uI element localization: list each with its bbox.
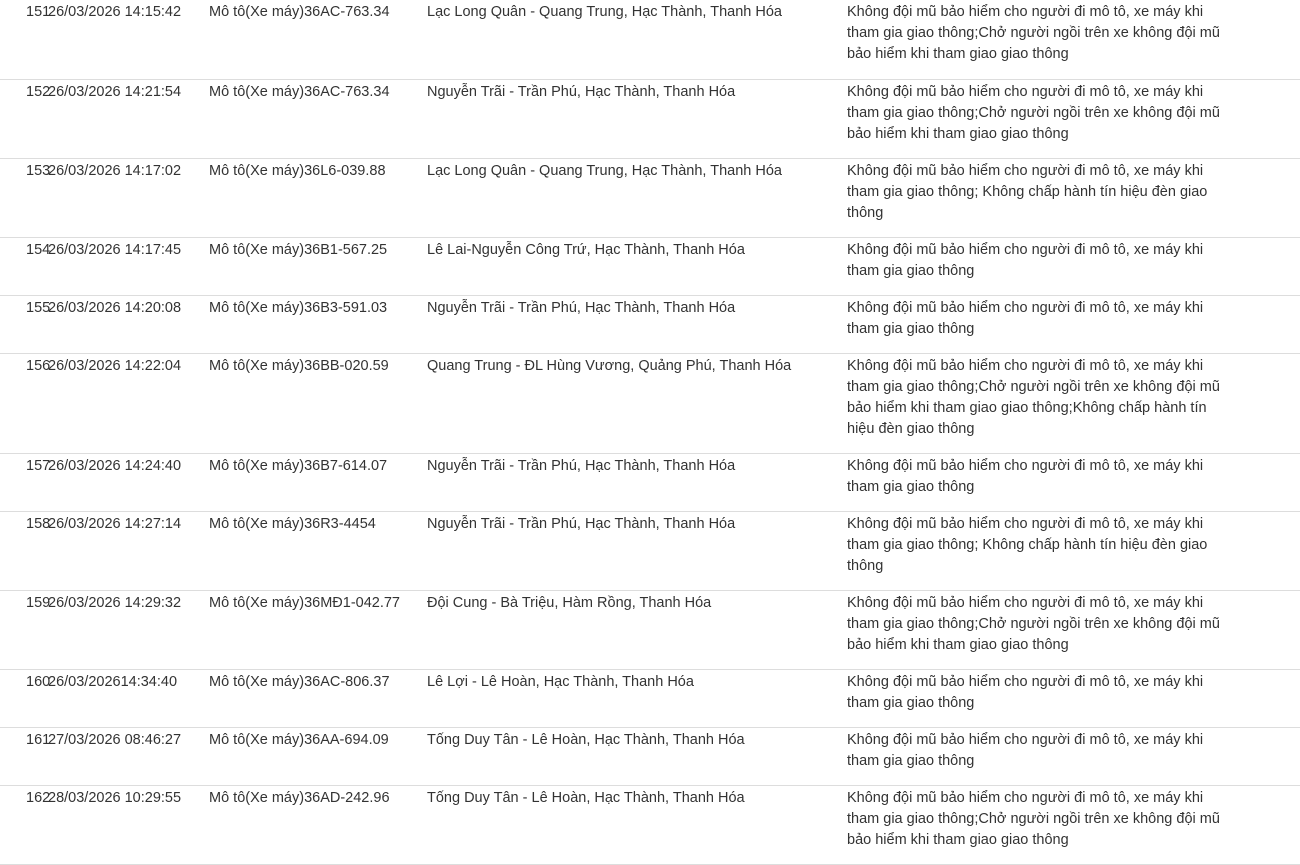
violation-line: Không đội mũ bảo hiểm cho người đi mô tô, xe máy khi (847, 4, 1204, 20)
violation-line: Không đội mũ bảo hiểm cho người đi mô tô, xe máy khi (847, 357, 1204, 374)
violation-line: tham gia giao thông;Chở người ngồi trên xe không đội mũ (847, 25, 1220, 41)
violation-description (847, 453, 1300, 511)
violation-description (847, 669, 1300, 727)
violation-line: tham gia giao thông (847, 752, 975, 769)
row-number: 151 (0, 0, 48, 79)
violation-line: tham gia giao thông (847, 694, 975, 711)
violation-description (847, 295, 1300, 353)
table-row (0, 353, 1300, 453)
row-number: 161 (0, 727, 48, 785)
violation-line: tham gia giao thông;Chở người ngồi trên xe không đội mũ (847, 615, 1220, 632)
row-number: 157 (0, 453, 48, 511)
violation-location: Đội Cung - Bà Triệu, Hàm Rồng, Thanh Hóa (427, 590, 847, 669)
table-row (0, 158, 1300, 237)
vehicle-plate: Mô tô(Xe máy)36B3-591.03 (209, 295, 427, 353)
violation-line: hiệu đèn giao thông (847, 420, 975, 437)
violation-line: bảo hiểm khi tham giao giao thông (847, 46, 1069, 62)
violation-line: tham gia giao thông;Chở người ngồi trên xe không đội mũ (847, 378, 1220, 395)
violation-location: Nguyễn Trãi - Trần Phú, Hạc Thành, Thanh Hóa (427, 511, 847, 590)
violation-time: 26/03/202614:34:40 (48, 669, 209, 727)
vehicle-plate: Mô tô(Xe máy)36AC-806.37 (209, 669, 427, 727)
violation-line: tham gia giao thông (847, 478, 975, 495)
violation-line: tham gia giao thông;Chở người ngồi trên xe không đội mũ (847, 810, 1220, 827)
vehicle-plate: Mô tô(Xe máy)36AA-694.09 (209, 727, 427, 785)
violation-time: 26/03/2026 14:29:32 (48, 590, 209, 669)
violation-line: Không đội mũ bảo hiểm cho người đi mô tô, xe máy khi (847, 162, 1204, 179)
row-number: 158 (0, 511, 48, 590)
violation-line: thông (847, 204, 884, 221)
row-number: 162 (0, 785, 48, 864)
violation-line: Không đội mũ bảo hiểm cho người đi mô tô, xe máy khi (847, 515, 1204, 532)
violation-time: 26/03/2026 14:17:45 (48, 237, 209, 295)
violation-location: Lê Lợi - Lê Hoàn, Hạc Thành, Thanh Hóa (427, 669, 847, 727)
violation-line: thông (847, 557, 884, 574)
violation-line: bảo hiểm khi tham giao giao thông;Không chấp hành tín (847, 399, 1207, 416)
table-row (0, 237, 1300, 295)
violation-line: Không đội mũ bảo hiểm cho người đi mô tô, xe máy khi (847, 83, 1204, 100)
vehicle-plate: Mô tô(Xe máy)36B7-614.07 (209, 453, 427, 511)
violation-time: 28/03/2026 10:29:55 (48, 785, 209, 864)
row-number: 152 (0, 79, 48, 158)
violation-line: tham gia giao thông; Không chấp hành tín hiệu đèn giao (847, 183, 1208, 200)
violation-line: bảo hiểm khi tham giao giao thông (847, 831, 1069, 848)
table-row (0, 590, 1300, 669)
violation-line: tham gia giao thông; Không chấp hành tín hiệu đèn giao (847, 536, 1208, 553)
violation-line: bảo hiểm khi tham giao giao thông (847, 125, 1069, 142)
table-row (0, 669, 1300, 727)
violation-description (847, 353, 1300, 453)
violation-location: Lạc Long Quân - Quang Trung, Hạc Thành, Thanh Hóa (427, 0, 847, 79)
violation-time: 26/03/2026 14:17:02 (48, 158, 209, 237)
table-row (0, 511, 1300, 590)
violation-description (847, 590, 1300, 669)
violation-description (847, 511, 1300, 590)
row-number: 159 (0, 590, 48, 669)
violation-location: Lê Lai-Nguyễn Công Trứ, Hạc Thành, Thanh Hóa (427, 237, 847, 295)
table-row (0, 727, 1300, 785)
vehicle-plate: Mô tô(Xe máy)36AD-242.96 (209, 785, 427, 864)
violation-line: tham gia giao thông (847, 320, 975, 337)
table-row (0, 453, 1300, 511)
vehicle-plate: Mô tô(Xe máy)36MĐ1-042.77 (209, 590, 427, 669)
violation-description (847, 0, 1300, 79)
violation-line: tham gia giao thông (847, 262, 975, 279)
row-number: 153 (0, 158, 48, 237)
vehicle-plate: Mô tô(Xe máy)36L6-039.88 (209, 158, 427, 237)
violation-line: tham gia giao thông;Chở người ngồi trên xe không đội mũ (847, 104, 1220, 121)
table-row (0, 0, 1300, 79)
violation-description (847, 237, 1300, 295)
vehicle-plate: Mô tô(Xe máy)36R3-4454 (209, 511, 427, 590)
violation-time: 27/03/2026 08:46:27 (48, 727, 209, 785)
violation-line: Không đội mũ bảo hiểm cho người đi mô tô, xe máy khi (847, 241, 1204, 258)
vehicle-plate: Mô tô(Xe máy)36AC-763.34 (209, 0, 427, 79)
violation-location: Quang Trung - ĐL Hùng Vương, Quảng Phú, Thanh Hóa (427, 353, 847, 453)
vehicle-plate: Mô tô(Xe máy)36BB-020.59 (209, 353, 427, 453)
violation-time: 26/03/2026 14:15:42 (48, 0, 209, 79)
violation-description (847, 158, 1300, 237)
violation-time: 26/03/2026 14:24:40 (48, 453, 209, 511)
violation-time: 26/03/2026 14:22:04 (48, 353, 209, 453)
violation-location: Tống Duy Tân - Lê Hoàn, Hạc Thành, Thanh Hóa (427, 727, 847, 785)
row-number: 155 (0, 295, 48, 353)
violation-time: 26/03/2026 14:20:08 (48, 295, 209, 353)
violation-description (847, 785, 1300, 864)
vehicle-plate: Mô tô(Xe máy)36AC-763.34 (209, 79, 427, 158)
violation-line: bảo hiểm khi tham giao giao thông (847, 636, 1069, 653)
row-number: 160 (0, 669, 48, 727)
row-number: 156 (0, 353, 48, 453)
table-row (0, 295, 1300, 353)
violation-time: 26/03/2026 14:21:54 (48, 79, 209, 158)
table-row (0, 79, 1300, 158)
vehicle-plate: Mô tô(Xe máy)36B1-567.25 (209, 237, 427, 295)
violation-location: Tống Duy Tân - Lê Hoàn, Hạc Thành, Thanh Hóa (427, 785, 847, 864)
violation-line: Không đội mũ bảo hiểm cho người đi mô tô, xe máy khi (847, 594, 1204, 611)
violation-description (847, 79, 1300, 158)
violation-location: Nguyễn Trãi - Trần Phú, Hạc Thành, Thanh Hóa (427, 295, 847, 353)
violation-line: Không đội mũ bảo hiểm cho người đi mô tô, xe máy khi (847, 299, 1204, 316)
violation-line: Không đội mũ bảo hiểm cho người đi mô tô, xe máy khi (847, 731, 1204, 748)
violation-description (847, 727, 1300, 785)
violation-location: Nguyễn Trãi - Trần Phú, Hạc Thành, Thanh Hóa (427, 453, 847, 511)
violation-time: 26/03/2026 14:27:14 (48, 511, 209, 590)
violation-location: Nguyễn Trãi - Trần Phú, Hạc Thành, Thanh Hóa (427, 79, 847, 158)
violation-location: Lạc Long Quân - Quang Trung, Hạc Thành, Thanh Hóa (427, 158, 847, 237)
table-row (0, 785, 1300, 864)
row-number: 154 (0, 237, 48, 295)
violation-line: Không đội mũ bảo hiểm cho người đi mô tô, xe máy khi (847, 789, 1204, 806)
violation-line: Không đội mũ bảo hiểm cho người đi mô tô, xe máy khi (847, 673, 1204, 690)
violation-line: Không đội mũ bảo hiểm cho người đi mô tô, xe máy khi (847, 457, 1204, 474)
